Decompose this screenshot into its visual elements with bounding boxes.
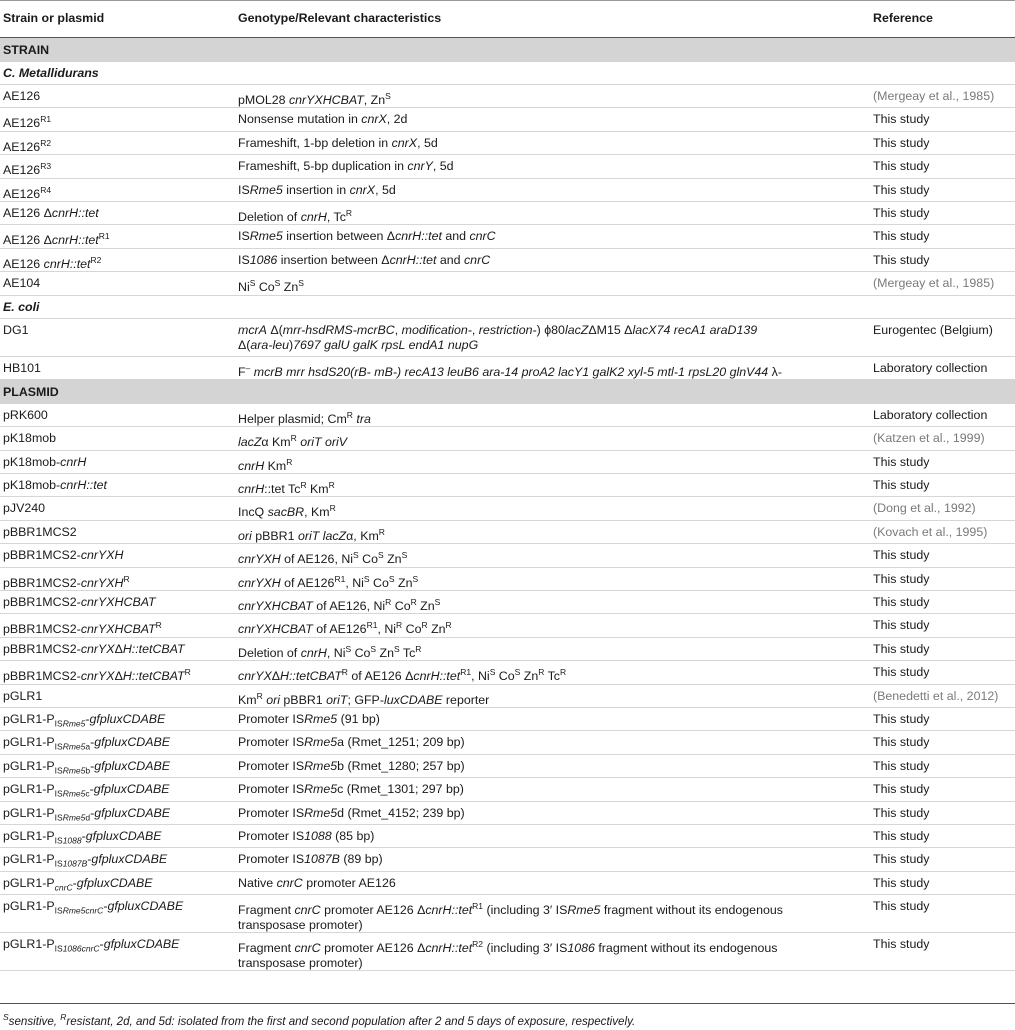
genotype: Frameshift, 1-bp deletion in cnrX, 5d [238, 135, 438, 150]
strain-name: AE126 cnrH::tet$^{R2}$ [3, 254, 102, 271]
reference: This study [873, 548, 930, 563]
strain-name: $pGLR1-P_{ISRme5b}$-gfpluxCDABE [3, 758, 171, 776]
table-row [0, 249, 1015, 272]
reference: This study [873, 135, 930, 150]
genotype: Nonsense mutation in cnrX, 2d [238, 112, 408, 127]
organism-name: C. Metallidurans [3, 66, 99, 80]
strain-name: pBBR1MCS2-cnrYXHCBAT [3, 595, 156, 610]
table-row [0, 427, 1015, 450]
genotype: cnrH::tet $Tc^R$ $Km^R$ [238, 480, 335, 497]
strain-name: $pGLR1-P_{IS1088}$-gfpluxCDABE [3, 828, 162, 846]
reference: This study [873, 454, 930, 469]
strain-name: pRK600 [3, 407, 48, 422]
reference: This study [873, 182, 930, 197]
reference: This study [873, 159, 930, 174]
genotype: lacZα $Km^R$ oriT oriV [238, 433, 348, 450]
genotype: $Ni^S$ $Co^S$ $Zn^S$ [238, 278, 304, 295]
table-row [0, 544, 1015, 567]
organism-name: E. coli [3, 299, 40, 314]
genotype: Promoter ISRme5b (Rmet_1280; 257 bp) [238, 758, 465, 773]
header-reference: Reference [873, 11, 933, 25]
reference: This study [873, 252, 930, 267]
table-row [0, 638, 1015, 661]
reference: This study [873, 112, 930, 127]
table-row [0, 85, 1015, 108]
reference: Eurogentec (Belgium) [873, 322, 993, 337]
table-body [0, 38, 1015, 971]
table-row [0, 708, 1015, 731]
strain-name: pBBR1MCS2-cnrYXH [3, 548, 124, 563]
strain-name: pBBR1MCS2 [3, 524, 77, 539]
genotype: F– mcrB mrr hsdS20(rB- mB-) recA13 leuB6 ara-14 proA2 lacY1 galK2 xyl-5 mtl-1 rpsL20 glnV44 λ- [238, 362, 782, 379]
reference: This study [873, 229, 930, 244]
section-header [0, 38, 1015, 62]
reference: This study [873, 205, 930, 220]
table-row [0, 825, 1015, 848]
table-row [0, 731, 1015, 754]
genotype: Helper plasmid; $Cm^R$ tra [238, 409, 371, 427]
reference-link[interactable]: (Dong et al., 1992) [873, 501, 976, 516]
genotype: ISRme5 insertion in cnrX, 5d [238, 182, 396, 197]
table-row [0, 895, 1015, 933]
table-row [0, 848, 1015, 871]
table-row [0, 685, 1015, 708]
genotype: cnrYXΔH::tetCBAT$^R$ of AE126 ΔcnrH::tet$^{R1}$, $Ni^S$ $Co^S$ $Zn^R$ $Tc^R$ [238, 667, 567, 684]
table-row [0, 319, 1015, 357]
strain-name: $pGLR1-P_{IS1087B}$-gfpluxCDABE [3, 852, 168, 869]
table-row [0, 661, 1015, 684]
strain-name: $AE126^{R1}$ [3, 114, 52, 131]
table-row [0, 755, 1015, 778]
reference: This study [873, 711, 930, 726]
genotype: Fragment cnrC promoter AE126 ΔcnrH::tet$^{R1}$ (including 3′ ISRme5 fragment without its endogenous transposase promoter) [238, 901, 783, 933]
genotype: Deletion of cnrH, $Tc^R$ [238, 207, 353, 225]
strain-name: pGLR1 [3, 688, 43, 703]
reference: This study [873, 478, 930, 493]
strain-name: AE104 [3, 276, 41, 291]
table-row [0, 451, 1015, 474]
strain-name: $pGLR1-P_{IS1086cnrC}$-gfpluxCDABE [3, 937, 180, 954]
reference-link[interactable]: (Kovach et al., 1995) [873, 524, 988, 539]
table-header [0, 0, 1015, 38]
strain-name: HB101 [3, 360, 41, 375]
genotype: pMOL28 cnrYXHCBAT, $Zn^S$ [238, 91, 391, 108]
strain-name: AE126 [3, 89, 41, 103]
reference: This study [873, 828, 930, 843]
reference: This study [873, 852, 930, 867]
genotype: cnrYXHCBAT of $AE126^{R1}$, $Ni^R$ $Co^R$ $Zn^R$ [238, 620, 452, 637]
strain-name: pBBR1MCS2-cnrYXHCBAT$^R$ [3, 620, 162, 637]
table-row [0, 591, 1015, 614]
genotype: cnrYXHCBAT of AE126, $Ni^R$ $Co^R$ $Zn^S$ [238, 597, 441, 614]
genotype: Promoter ISRme5 (91 bp) [238, 711, 380, 726]
reference: Laboratory collection [873, 360, 988, 375]
genotype: mcrA Δ(mrr-hsdRMS-mcrBC, modification-, restriction-) ϕ80lacZΔM15 ΔlacX74 recA1 araD139 Δ(ara-leu)7697 galU galK rpsL endA1 nupG [238, 322, 758, 352]
reference-link[interactable]: (Benedetti et al., 2012) [873, 688, 999, 703]
strain-name: pBBR1MCS2-cnrYXΔH::tetCBAT$^R$ [3, 667, 191, 684]
genotype: Promoter ISRme5c (Rmet_1301; 297 bp) [238, 782, 464, 797]
section-header [0, 380, 1015, 404]
strain-name: pBBR1MCS2-cnrYXH$^R$ [3, 573, 130, 590]
genotype: Promoter ISRme5a (Rmet_1251; 209 bp) [238, 735, 465, 750]
strain-name: $pGLR1-P_{ISRme5}$-gfpluxCDABE [3, 711, 166, 729]
strain-name: $pGLR1-P_{cnrC}$-gfpluxCDABE [3, 875, 153, 893]
strain-name: DG1 [3, 322, 29, 337]
reference: This study [873, 595, 930, 610]
reference: This study [873, 618, 930, 633]
genotype: Fragment cnrC promoter AE126 ΔcnrH::tet$^{R2}$ (including 3′ IS1086 fragment without its endogenous transposase promoter) [238, 939, 778, 971]
reference: This study [873, 899, 930, 914]
table-row [0, 497, 1015, 520]
table-row [0, 568, 1015, 591]
strain-name: $pGLR1-P_{ISRme5c}$-gfpluxCDABE [3, 782, 170, 799]
strain-name: pBBR1MCS2-cnrYXΔH::tetCBAT [3, 641, 185, 656]
table-row [0, 132, 1015, 155]
reference: This study [873, 735, 930, 750]
genotype: ISRme5 insertion between ΔcnrH::tet and cnrC [238, 229, 496, 244]
table-bottom-rule [0, 1003, 1015, 1004]
reference-link[interactable]: (Mergeay et al., 1985) [873, 276, 995, 291]
reference: This study [873, 571, 930, 586]
strain-name: $AE126^{R4}$ [3, 184, 52, 201]
table-row [0, 202, 1015, 225]
strain-name: $pGLR1-P_{ISRme5a}$-gfpluxCDABE [3, 735, 171, 752]
table-row [0, 614, 1015, 637]
genotype: IncQ sacBR, $Km^R$ [238, 503, 336, 520]
genotype: $Km^R$ ori pBBR1 oriT; GFP-luxCDABE reporter [238, 690, 490, 707]
genotype: IS1086 insertion between ΔcnrH::tet and cnrC [238, 252, 491, 267]
reference: This study [873, 875, 930, 890]
table-row [0, 872, 1015, 895]
strain-name: AE126 ΔcnrH::tet [3, 205, 99, 220]
table-row [0, 778, 1015, 801]
reference: This study [873, 937, 930, 952]
strain-name: pK18mob [3, 431, 57, 446]
reference: This study [873, 641, 930, 656]
table-row [0, 933, 1015, 971]
table-row [0, 225, 1015, 248]
genotype: Promoter IS1087B (89 bp) [238, 852, 383, 867]
table-row [0, 155, 1015, 178]
reference-link[interactable]: (Mergeay et al., 1985) [873, 89, 995, 103]
genotype: Frameshift, 5-bp duplication in cnrY, 5d [238, 159, 454, 174]
header-strain-or-plasmid: Strain or plasmid [3, 11, 105, 25]
reference: Laboratory collection [873, 407, 988, 422]
genotype: cnrYXH of AE126, $Ni^S$ $Co^S$ $Zn^S$ [238, 550, 408, 567]
section-title: STRAIN [3, 43, 50, 57]
organism-row [0, 62, 1015, 85]
table-row [0, 521, 1015, 544]
strain-name: AE126 ΔcnrH::tet$^{R1}$ [3, 231, 110, 248]
reference: This study [873, 665, 930, 680]
reference: This study [873, 805, 930, 820]
genotype: ori pBBR1 oriT lacZα, $Km^R$ [238, 526, 385, 543]
reference: This study [873, 758, 930, 773]
table-row [0, 108, 1015, 131]
table-footnote: $^S$sensitive, $^R$resistant, 2d, and 5d: isolated from the first and second population after 2 and 5 days of exposure, respectively. [3, 1012, 636, 1028]
genotype: Native cnrC promoter AE126 [238, 875, 396, 890]
strain-name: $AE126^{R2}$ [3, 137, 52, 154]
strain-name: $AE126^{R3}$ [3, 161, 52, 178]
strain-name: pJV240 [3, 501, 46, 516]
table-row [0, 357, 1015, 380]
reference: This study [873, 782, 930, 797]
strain-name: $pGLR1-P_{ISRme5d}$-gfpluxCDABE [3, 805, 171, 823]
genotype: Promoter ISRme5d (Rmet_4152; 239 bp) [238, 805, 465, 820]
header-genotype: Genotype/Relevant characteristics [238, 11, 442, 25]
reference-link[interactable]: (Katzen et al., 1999) [873, 431, 985, 446]
strain-name: pK18mob-cnrH::tet [3, 478, 107, 493]
strain-name: $pGLR1-P_{ISRme5cnrC}$-gfpluxCDABE [3, 899, 184, 916]
organism-row [0, 296, 1015, 319]
strain-name: pK18mob-cnrH [3, 454, 87, 469]
genotype: cnrYXH of $AE126^{R1}$, $Ni^S$ $Co^S$ $Zn^S$ [238, 573, 419, 590]
genotype: Deletion of cnrH, $Ni^S$ $Co^S$ $Zn^S$ $Tc^R$ [238, 643, 422, 660]
table-row [0, 474, 1015, 497]
section-title: PLASMID [3, 384, 59, 399]
table-row [0, 179, 1015, 202]
genotype: cnrH $Km^R$ [238, 456, 293, 473]
genotype: Promoter IS1088 (85 bp) [238, 828, 375, 843]
table-row [0, 404, 1015, 427]
table-row [0, 272, 1015, 295]
table-row [0, 802, 1015, 825]
